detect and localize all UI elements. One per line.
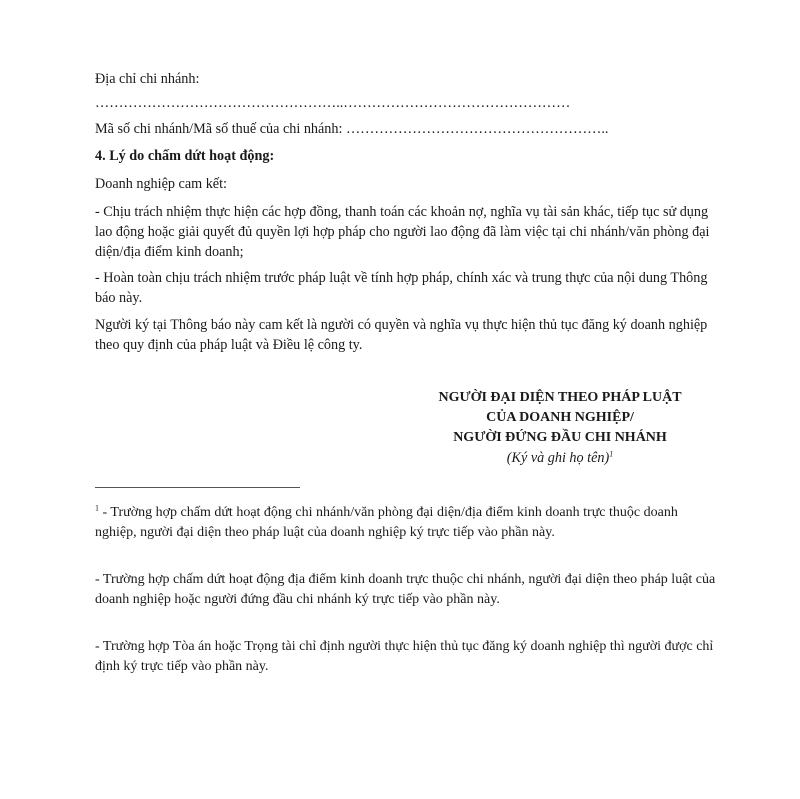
footnote-2: - Trường hợp chấm dứt hoạt động địa điểm kinh doanh trực thuộc chi nhánh, người đại diện theo pháp luật của doanh nghiệp hoặc người đứng đầu chi nhánh ký trực tiếp vào phần này.: [95, 572, 716, 607]
footnote-marker: 1: [95, 503, 99, 513]
section-4-heading: 4. Lý do chấm dứt hoạt động:: [95, 148, 275, 164]
commitment-item-2: - Hoàn toàn chịu trách nhiệm trước pháp luật về tính hợp pháp, chính xác và trung thực của nội dung Thông báo này.: [95, 270, 708, 306]
signature-footnote-ref: 1: [609, 449, 614, 459]
footnote-divider: [95, 487, 300, 488]
branch-address-dots: ……………………………………………..…………………………………………: [95, 95, 571, 111]
commitment-item-1: - Chịu trách nhiệm thực hiện các hợp đồng, thanh toán các khoản nợ, nghĩa vụ tài sản khác, tiếp tục sử dụng lao động hoặc giải quyết đủ quyền lợi hợp pháp cho người lao động đã làm việc tại chi nhánh/văn phòng đại diện/địa điểm kinh doanh;: [95, 204, 710, 260]
branch-code-row: [95, 120, 720, 139]
branch-address-label: Địa chỉ chi nhánh:: [95, 71, 200, 87]
commitment-intro: Doanh nghiệp cam kết:: [95, 176, 227, 192]
branch-code-label: Mã số chi nhánh/Mã số thuế của chi nhánh:: [95, 121, 343, 137]
signature-title-line2: CỦA DOANH NGHIỆP/: [486, 410, 634, 425]
signature-instruction: [390, 448, 730, 468]
footnote-1-text: - Trường hợp chấm dứt hoạt động chi nhánh/văn phòng đại diện/địa điểm kinh doanh trực thuộc doanh nghiệp, người đại diện theo pháp luật của doanh nghiệp ký trực tiếp vào phần này.: [95, 505, 678, 540]
footnote-1: [95, 503, 717, 543]
signature-title-line3: NGƯỜI ĐỨNG ĐẦU CHI NHÁNH: [453, 430, 667, 445]
signature-instruction-text: (Ký và ghi họ tên): [506, 450, 610, 466]
branch-code-dots: ………………………………………………..: [345, 121, 609, 137]
signer-statement: Người ký tại Thông báo này cam kết là người có quyền và nghĩa vụ thực hiện thủ tục đăng ký doanh nghiệp theo quy định của pháp luật và Điều lệ công ty.: [95, 317, 708, 353]
footnote-3: - Trường hợp Tòa án hoặc Trọng tài chỉ định người thực hiện thủ tục đăng ký doanh nghiệp thì người được chỉ định ký trực tiếp vào phần này.: [95, 639, 714, 674]
signature-block: [390, 388, 730, 468]
signature-title-line1: NGƯỜI ĐẠI DIỆN THEO PHÁP LUẬT: [438, 390, 682, 405]
